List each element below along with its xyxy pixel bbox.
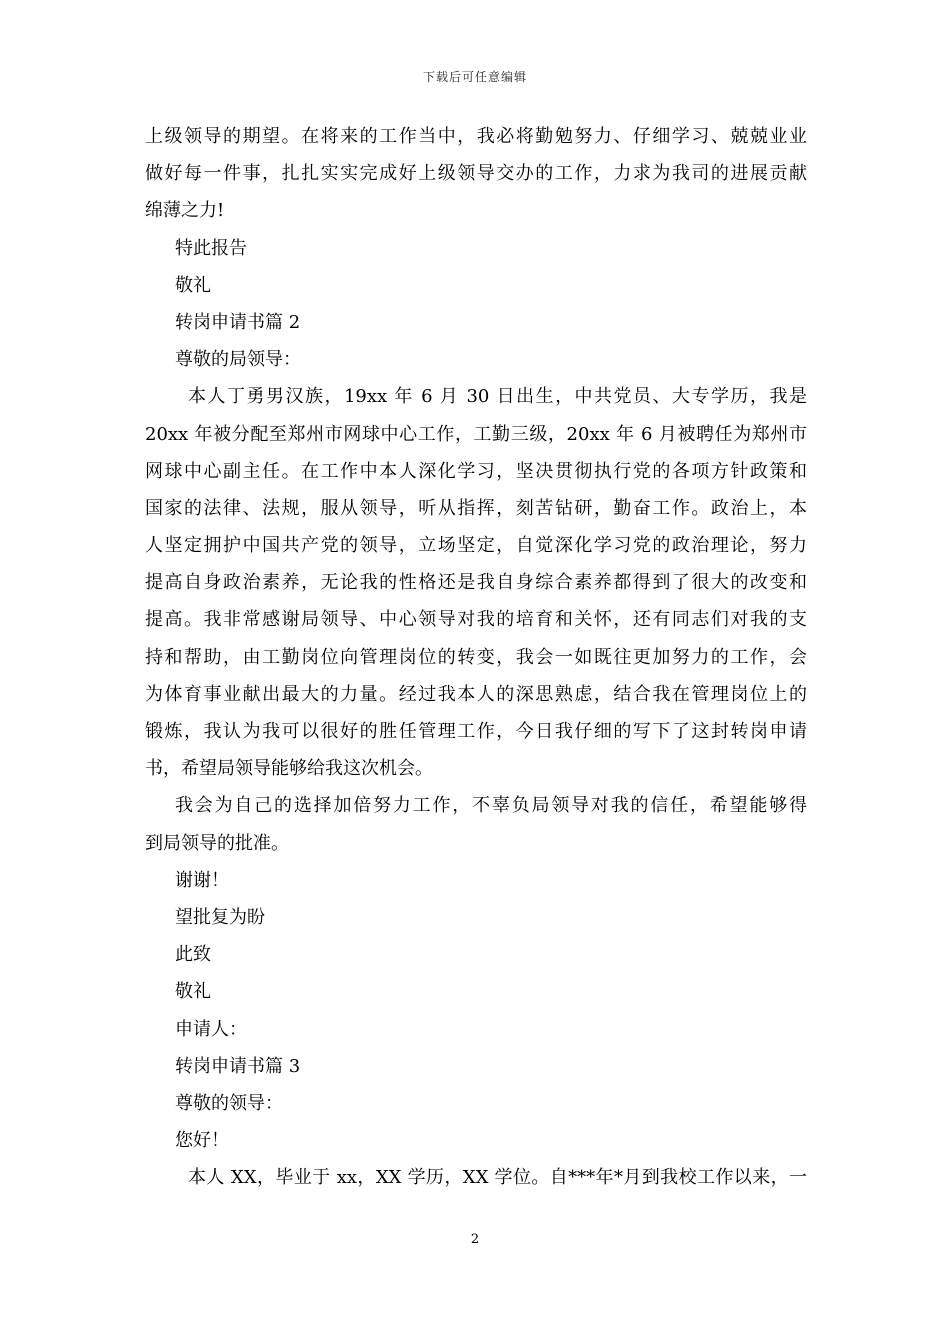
text-line: 本人丁勇男汉族，19xx 年 6 月 30 日出生，中共党员、大专学历，我是 <box>188 386 807 408</box>
text-line: 为体育事业献出最大的力量。经过我本人的深思熟虑，结合我在管理岗位上的 <box>145 683 807 705</box>
text-line: 20xx 年被分配至郑州市网球中心工作，工勤三级，20xx 年 6 月被聘任为郑州市 <box>145 423 807 445</box>
text-line: 到局领导的批准。 <box>145 832 289 854</box>
text-line: 上级领导的期望。在将来的工作当中，我必将勤勉努力、仔细学习、兢兢业业 <box>145 126 807 147</box>
text-line: 书，希望局领导能够给我这次机会。 <box>145 758 433 780</box>
document-body <box>145 118 807 1196</box>
text-line: 提高。我非常感谢局领导、中心领导对我的培育和关怀，还有同志们对我的支 <box>145 609 807 631</box>
page-header: 下载后可任意编辑 <box>422 70 527 84</box>
applicant-label: 申请人： <box>175 1018 247 1040</box>
greeting: 您好！ <box>175 1130 229 1152</box>
section-title: 转岗申请书篇 2 <box>175 311 301 333</box>
text-line: 人坚定拥护中国共产党的领导，立场坚定，自觉深化学习党的政治理论，努力 <box>145 535 807 557</box>
text-line: 绵薄之力! <box>145 200 225 222</box>
salutation: 敬礼 <box>175 274 211 296</box>
text-line: 锻炼，我认为我可以很好的胜任管理工作，今日我仔细的写下了这封转岗申请 <box>145 721 807 742</box>
greeting: 尊敬的领导： <box>175 1092 283 1114</box>
text-line: 提高自身政治素养，无论我的性格还是我自身综合素养都得到了很大的改变和 <box>145 572 807 594</box>
section-title: 转岗申请书篇 3 <box>175 1055 301 1077</box>
closing-phrase: 望批复为盼 <box>175 906 265 928</box>
text-line: 本人 XX，毕业于 xx，XX 学历，XX 学位。自***年*月到我校工作以来，一 <box>188 1167 807 1189</box>
thanks-line: 谢谢！ <box>175 869 229 891</box>
closing-phrase: 特此报告 <box>175 237 247 259</box>
closing-phrase: 此致 <box>175 944 211 966</box>
page-number: 2 <box>470 1232 480 1247</box>
text-line: 国家的法律、法规，服从领导，听从指挥，刻苦钻研，勤奋工作。政治上，本 <box>145 497 807 519</box>
salutation: 敬礼 <box>175 981 211 1003</box>
text-line: 网球中心副主任。在工作中本人深化学习，坚决贯彻执行党的各项方针政策和 <box>145 460 807 482</box>
text-line: 做好每一件事，扎扎实实完成好上级领导交办的工作，力求为我司的进展贡献 <box>145 163 807 185</box>
greeting: 尊敬的局领导： <box>175 349 301 371</box>
text-line: 持和帮助，由工勤岗位向管理岗位的转变，我会一如既往更加努力的工作，会 <box>145 646 807 668</box>
text-line: 我会为自己的选择加倍努力工作，不辜负局领导对我的信任，希望能够得 <box>175 795 807 817</box>
